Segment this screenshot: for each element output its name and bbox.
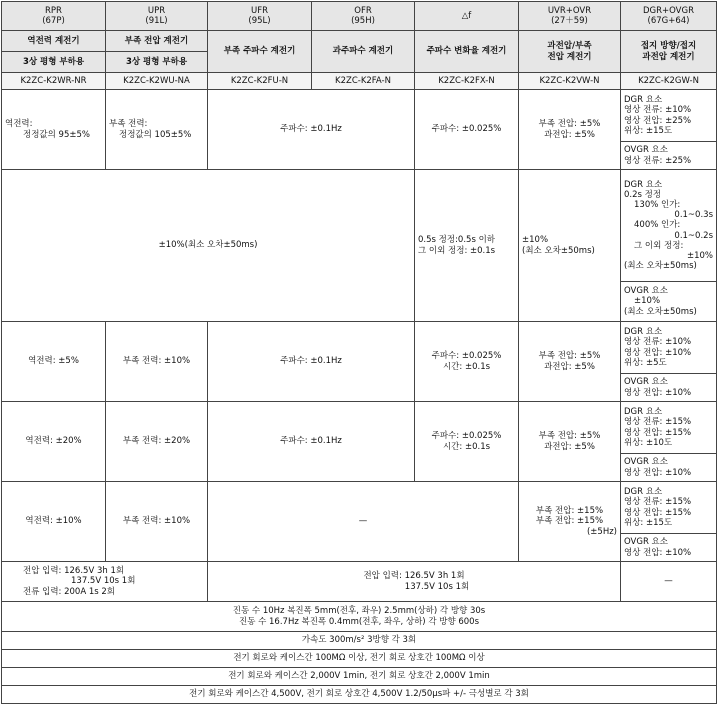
r3-rpr: 역전력: ±5%	[2, 322, 106, 402]
r4-ovgr: OVGR 요소 영상 전압: ±10%	[621, 454, 717, 482]
model-rpr: K2ZC-K2WR-NR	[2, 73, 106, 90]
r2-df: 0.5s 정정:0.5s 이하 그 이외 정정: ±0.1s	[415, 170, 519, 322]
vibration-spec: 진동 수 10Hz 복진폭 5mm(전후, 좌우) 2.5mm(상하) 각 방향 30s 진동 수 16.7Hz 복진폭 0.4mm(전후, 좌우, 상하) 각 방향 600s	[2, 602, 717, 632]
row-vibration	[2, 602, 717, 632]
code-df: △f	[415, 2, 519, 31]
insulation-spec: 전기 회로와 케이스간 100MΩ 이상, 전기 회로 상호간 100MΩ 이상	[2, 650, 717, 668]
name-uvr-ovr: 과전압/부족 전압 계전기	[519, 31, 621, 73]
model-upr: K2ZC-K2WU-NA	[106, 73, 208, 90]
code-dgr-ovgr: DGR+OVGR (67G+64)	[621, 2, 717, 31]
header-code-row	[2, 2, 717, 31]
row-operating-time-a	[2, 170, 717, 282]
r2-dgr: DGR 요소 0.2s 정정 130% 인가: 0.1~0.3s 400% 인가: 0.1~0.2s 그 이외 정정: ±10% (최소 오차±50ms)	[621, 170, 717, 282]
r3-uvr: 부족 전압: ±5% 과전압: ±5%	[519, 322, 621, 402]
subname-rpr: 3상 평형 부하용	[2, 52, 106, 73]
spec-table	[1, 1, 717, 704]
r2-main: ±10%(최소 오차±50ms)	[2, 170, 415, 322]
r5-uvr: 부족 전압: ±15% 부족 전압: ±15% (±5Hz)	[519, 482, 621, 562]
r1-ovgr: OVGR 요소 영상 전류: ±25%	[621, 142, 717, 170]
model-ufr: K2ZC-K2FU-N	[208, 73, 312, 90]
r6-left: 전압 입력: 126.5V 3h 1회 137.5V 10s 1회 전류 입력: 200A 1s 2회	[2, 562, 208, 602]
r5-dgr: DGR 요소 영상 전류: ±15% 영상 전압: ±15% 위상: ±15도	[621, 482, 717, 534]
r2-uvr: ±10% (최소 오차±50ms)	[519, 170, 621, 322]
r1-rpr: 역전력: 정정값의 95±5%	[2, 90, 106, 170]
r3-upr: 부족 전력: ±10%	[106, 322, 208, 402]
r6-mid: 전압 입력: 126.5V 3h 1회 137.5V 10s 1회	[208, 562, 621, 602]
name-df: 주파수 변화율 계전기	[415, 31, 519, 73]
row-voltage-a	[2, 402, 717, 454]
code-ufr: UFR (95L)	[208, 2, 312, 31]
r5-ovgr: OVGR 요소 영상 전압: ±10%	[621, 534, 717, 562]
header-name-row	[2, 31, 717, 52]
row-frequency-a	[2, 482, 717, 534]
name-rpr: 역전력 계전기	[2, 31, 106, 52]
r1-dgr: DGR 요소 영상 전류: ±10% 영상 전압: ±25% 위상: ±15도	[621, 90, 717, 142]
row-shock	[2, 632, 717, 650]
row-operating-value-a	[2, 90, 717, 142]
name-ufr: 부족 주파수 계전기	[208, 31, 312, 73]
model-dgr-ovgr: K2ZC-K2GW-N	[621, 73, 717, 90]
name-upr: 부족 전압 계전기	[106, 31, 208, 52]
code-upr: UPR (91L)	[106, 2, 208, 31]
row-impulse	[2, 686, 717, 704]
r3-freq: 주파수: ±0.1Hz	[208, 322, 415, 402]
r4-freq: 주파수: ±0.1Hz	[208, 402, 415, 482]
row-temp-a	[2, 322, 717, 374]
withstand-spec: 전기 회로와 케이스간 2,000V 1min, 전기 회로 상호간 2,000V 1min	[2, 668, 717, 686]
row-overload	[2, 562, 717, 602]
r4-dgr: DGR 요소 영상 전류: ±15% 영상 전압: ±15% 위상: ±10도	[621, 402, 717, 454]
r6-right: —	[621, 562, 717, 602]
model-ofr: K2ZC-K2FA-N	[312, 73, 415, 90]
r2-ovgr: OVGR 요소 ±10% (최소 오차±50ms)	[621, 282, 717, 322]
row-withstand	[2, 668, 717, 686]
r5-freq: —	[208, 482, 519, 562]
code-ofr: OFR (95H)	[312, 2, 415, 31]
r4-rpr: 역전력: ±20%	[2, 402, 106, 482]
r1-df: 주파수: ±0.025%	[415, 90, 519, 170]
code-uvr-ovr: UVR+OVR (27＋59)	[519, 2, 621, 31]
subname-upr: 3상 평형 부하용	[106, 52, 208, 73]
r1-uvr: 부족 전압: ±5% 과전압: ±5%	[519, 90, 621, 170]
name-dgr-ovgr: 접지 방향/접지 과전압 계전기	[621, 31, 717, 73]
model-df: K2ZC-K2FX-N	[415, 73, 519, 90]
r3-dgr: DGR 요소 영상 전류: ±10% 영상 전압: ±10% 위상: ±5도	[621, 322, 717, 374]
model-uvr-ovr: K2ZC-K2VW-N	[519, 73, 621, 90]
r1-upr: 부족 전력: 정정값의 105±5%	[106, 90, 208, 170]
r4-uvr: 부족 전압: ±5% 과전압: ±5%	[519, 402, 621, 482]
impulse-spec: 전기 회로와 케이스간 4,500V, 전기 회로 상호간 4,500V 1.2/50μs파 +/- 극성별로 각 3회	[2, 686, 717, 704]
r1-freq: 주파수: ±0.1Hz	[208, 90, 415, 170]
model-row	[2, 73, 717, 90]
code-rpr: RPR (67P)	[2, 2, 106, 31]
shock-spec: 가속도 300m/s² 3방향 각 3회	[2, 632, 717, 650]
r5-upr: 부족 전력: ±10%	[106, 482, 208, 562]
r4-upr: 부족 전력: ±20%	[106, 402, 208, 482]
row-insulation	[2, 650, 717, 668]
r5-rpr: 역전력: ±10%	[2, 482, 106, 562]
r3-ovgr: OVGR 요소 영상 전압: ±10%	[621, 374, 717, 402]
r4-df: 주파수: ±0.025% 시간: ±0.1s	[415, 402, 519, 482]
name-ofr: 과주파수 계전기	[312, 31, 415, 73]
r3-df: 주파수: ±0.025% 시간: ±0.1s	[415, 322, 519, 402]
